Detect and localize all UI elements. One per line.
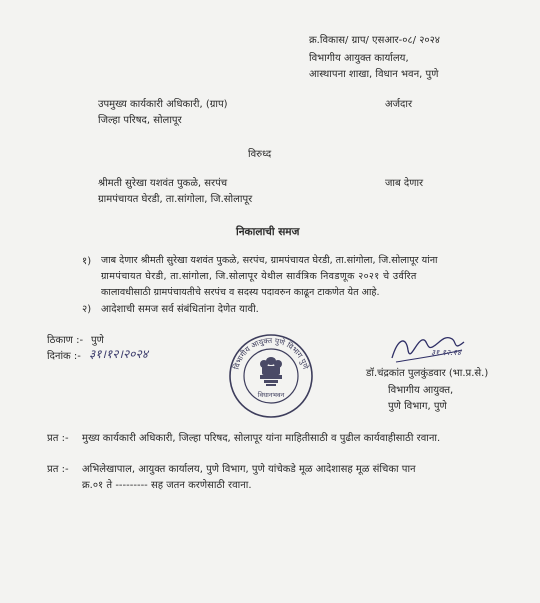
respondent-address: ग्रामपंचायत घेरडी, ता.सांगोला, जि.सोलापूर (98, 194, 253, 205)
date-label: दिनांक :- (47, 351, 81, 362)
signatory-designation: विभागीय आयुक्त, (388, 385, 454, 396)
point-1-line-3: कालावधीसाठी ग्रामपंचायतीचे सरपंच व सदस्य पदावरुन काढून टाकणेत येत आहे. (101, 287, 380, 298)
seal-ring-text: विभागीय आयुक्त पुणे विभाग पुणे (231, 335, 311, 371)
point-1-text (101, 253, 501, 301)
applicant-title: उपमुख्य कार्यकारी अधिकारी, (ग्राप) (98, 99, 228, 110)
copy-1-text: मुख्य कार्यकारी अधिकारी, जिल्हा परिषद, सोलापूर यांना माहितीसाठी व पुढील कार्यवाहीसाठी रवाना. (82, 433, 441, 444)
svg-text:विभागीय आयुक्त पुणे विभाग पुणे (232, 336, 311, 371)
point-2-text: आदेशाची समज सर्व संबंधितांना देणेत यावी. (101, 304, 259, 315)
reference-number: क्र.विकास/ ग्राप/ एसआर-०८/ २०२४ (309, 35, 441, 46)
signatory-name: डॉ.चंद्रकांत पुलकुंडवार (भा.प्र.से.) (366, 368, 489, 379)
office-section: आस्थापना शाखा, विधान भवन, पुणे (309, 69, 439, 80)
versus-label: विरुध्द (248, 149, 272, 160)
point-1-number: १) (82, 256, 92, 267)
seal-bottom-text: विधानभवन (257, 391, 285, 399)
point-1-line-1: जाब देणार श्रीमती सुरेखा यशवंत पुकळे, सरपंच, ग्रामपंचायत घेरडी, ता.सांगोला, जि.सोलापूर यांना (101, 255, 438, 266)
copy-2-label: प्रत :- (47, 464, 69, 475)
copy-2-line-2: क्र.०१ ते --------- सह जतन करणेसाठी रवाना. (82, 480, 252, 491)
national-emblem-icon (260, 357, 282, 386)
respondent-name: श्रीमती सुरेखा यशवंत पुकळे, सरपंच (98, 178, 228, 189)
point-2-number: २) (82, 304, 92, 315)
place-value: पुणे (91, 335, 104, 346)
document-title: निकालाची समज (236, 226, 300, 238)
copy-2-line-1: अभिलेखापाल, आयुक्त कार्यालय, पुणे विभाग, पुणे यांचेकडे मूळ आदेशासह मूळ संचिका पान (82, 464, 416, 475)
applicant-office: जिल्हा परिषद, सोलापूर (98, 115, 182, 126)
signature-date: ३१.१२.२४ (431, 348, 462, 357)
office-name: विभागीय आयुक्त कार्यालय, (309, 53, 409, 64)
place-label: ठिकाण :- (47, 335, 84, 346)
official-seal-icon (228, 333, 314, 419)
applicant-role: अर्जदार (385, 99, 413, 110)
date-value-handwritten: ३१।१२।२०२४ (89, 347, 149, 361)
respondent-role: जाब देणार (385, 178, 424, 189)
point-1-line-2: ग्रामपंचायत घेरडी, ता.सांगोला, जि.सोलापूर येथील सार्वत्रिक निवडणूक २०२१ चे उर्वरित (101, 271, 417, 282)
signatory-division: पुणे विभाग, पुणे (388, 401, 447, 412)
copy-1-label: प्रत :- (47, 433, 69, 444)
